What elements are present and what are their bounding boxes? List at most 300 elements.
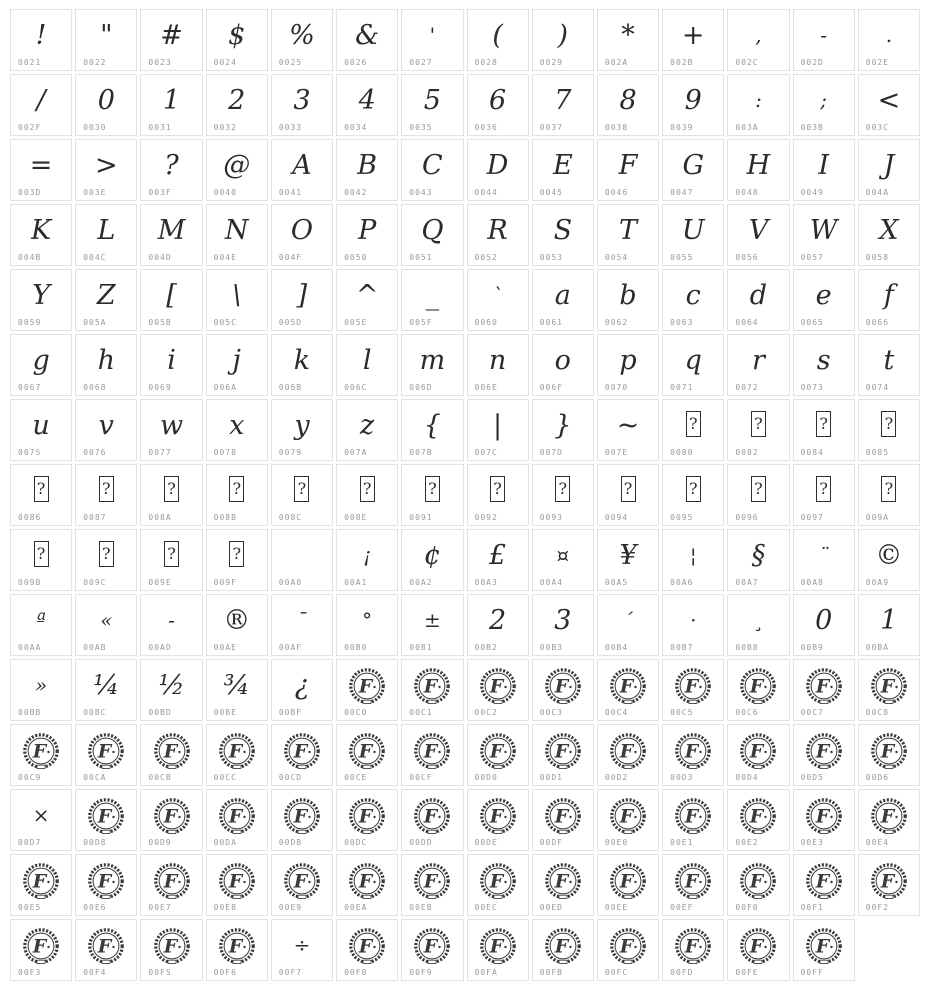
seal-logo-icon [805,862,843,900]
codepoint-label: 0071 [670,383,694,392]
svg-text:F: F [424,935,438,958]
glyph-cell [336,9,398,71]
notdef-box-icon: ? [99,541,114,567]
glyph-character: h [97,344,115,376]
seal-logo-icon [674,927,712,965]
svg-text:F: F [554,935,569,958]
codepoint-label: 00CC [213,773,237,782]
glyph-cell [10,74,72,136]
glyph-character: H [746,149,771,181]
glyph-character: ½ [158,669,185,701]
seal-logo-icon [413,927,451,965]
svg-text:F: F [32,870,47,893]
codepoint-label: 00D4 [735,773,759,782]
seal-logo-icon [479,862,517,900]
codepoint-label: 0034 [344,123,368,132]
glyph-character: [ [166,279,177,311]
codepoint-label: 009E [148,578,172,587]
glyph-character: z [360,409,375,441]
glyph-cell [467,139,529,201]
glyph-cell [336,399,398,461]
glyph-cell [597,399,659,461]
glyph-cell [75,139,137,201]
codepoint-label: 00AA [18,643,42,652]
glyph-cell [858,334,920,396]
glyph-cell [793,529,855,591]
glyph-cell [206,334,268,396]
codepoint-label: 004F [278,253,303,262]
glyph-cell [793,74,855,136]
glyph-cell [75,659,137,721]
glyph-cell [10,139,72,201]
glyph-cell [75,594,137,656]
codepoint-label: 0069 [148,383,172,392]
glyph-cell [75,854,137,916]
glyph-cell [75,464,137,526]
glyph-cell [858,9,920,71]
glyph-cell [401,334,463,396]
glyph-character: O [290,214,314,246]
codepoint-label: 00EB [409,903,433,912]
seal-logo-icon [283,732,321,770]
glyph-character: 5 [423,84,441,116]
seal-logo-icon [674,862,712,900]
codepoint-label: 00DD [409,838,433,847]
glyph-character: c [685,279,701,311]
glyph-cell [793,724,855,786]
glyph-cell [793,659,855,721]
glyph-cell [140,269,202,331]
glyph-character: F [618,149,638,181]
glyph-cell [75,334,137,396]
glyph-character: 1 [162,84,181,116]
glyph-character: § [751,539,766,571]
glyph-cell [662,269,724,331]
codepoint-label: 00A3 [474,578,498,587]
glyph-character: ( [492,19,503,51]
glyph-character: n [488,344,507,376]
svg-text:F: F [684,675,699,698]
glyph-cell [140,594,202,656]
glyph-character: ¡ [363,543,372,567]
codepoint-label: 006E [474,383,498,392]
codepoint-label: 00C0 [344,708,368,717]
notdef-box-icon: ? [555,476,570,502]
glyph-character: C [422,149,443,181]
codepoint-label: 004D [148,253,172,262]
glyph-cell [140,74,202,136]
glyph-cell [532,919,594,981]
glyph-cell [727,854,789,916]
glyph-cell [140,204,202,266]
codepoint-label: 00B4 [604,643,629,652]
notdef-box-icon: ? [164,541,179,567]
codepoint-label: 0035 [409,123,433,132]
codepoint-label: 007A [344,448,368,457]
svg-text:F: F [228,870,242,893]
glyph-cell [793,139,855,201]
codepoint-label: 002A [604,58,629,67]
glyph-cell [858,204,920,266]
glyph-cell [271,74,333,136]
glyph-cell [467,854,529,916]
svg-text:F: F [880,870,895,893]
svg-text:F: F [815,675,829,698]
notdef-box-icon: ? [490,476,505,502]
glyph-cell [271,659,333,721]
glyph-cell [597,464,659,526]
glyph-character: p [619,344,637,376]
glyph-character: b [619,279,637,311]
glyph-character: x [229,409,245,441]
glyph-cell [206,139,268,201]
codepoint-label: 00D8 [83,838,107,847]
svg-text:F: F [424,675,438,698]
notdef-box-icon: ? [751,411,766,437]
codepoint-label: 0048 [735,188,759,197]
codepoint-label: 0046 [604,188,629,197]
codepoint-label: 00BE [213,708,237,717]
glyph-character: v [98,409,114,441]
glyph-character: × [32,803,50,827]
glyph-cell [597,74,659,136]
blank-cell [858,919,920,981]
glyph-cell [467,74,529,136]
glyph-character: " [100,19,113,51]
glyph-cell [727,334,789,396]
seal-logo-icon [413,732,451,770]
glyph-cell [271,464,333,526]
seal-logo-icon [283,862,321,900]
glyph-cell [401,9,463,71]
codepoint-label: 00E4 [865,838,890,847]
codepoint-label: 0051 [409,253,433,262]
codepoint-label: 0075 [18,448,42,457]
codepoint-label: 00CD [278,773,303,782]
codepoint-label: 0024 [213,58,237,67]
glyph-cell [401,659,463,721]
glyph-cell [597,724,659,786]
notdef-box-icon: ? [881,476,896,502]
glyph-character: 3 [293,84,311,116]
codepoint-label: 0031 [148,123,172,132]
glyph-cell [206,594,268,656]
codepoint-label: 0072 [735,383,759,392]
glyph-cell [10,659,72,721]
codepoint-label: 0074 [865,383,890,392]
glyph-cell [140,139,202,201]
codepoint-label: 00F8 [344,968,368,977]
codepoint-label: 00DC [344,838,368,847]
svg-text:F: F [358,870,373,893]
codepoint-label: 00A2 [409,578,433,587]
codepoint-label: 00F0 [735,903,759,912]
glyph-cell [727,204,789,266]
glyph-cell [727,529,789,591]
seal-logo-icon [544,862,582,900]
glyph-cell [858,724,920,786]
svg-text:F: F [293,740,308,763]
glyph-cell [597,854,659,916]
codepoint-label: 00C1 [409,708,433,717]
glyph-character: ` [492,283,503,307]
codepoint-label: 0085 [865,448,890,457]
glyph-character: ¤ [556,543,570,567]
glyph-cell [336,464,398,526]
seal-logo-icon [87,927,125,965]
codepoint-label: 00B2 [474,643,498,652]
glyph-cell [662,724,724,786]
glyph-character: m [419,344,446,376]
codepoint-label: 002D [800,58,824,67]
svg-text:F: F [880,740,895,763]
glyph-cell [793,204,855,266]
codepoint-label: 00CF [409,773,433,782]
seal-logo-icon [674,732,712,770]
glyph-cell [206,204,268,266]
glyph-cell [662,399,724,461]
codepoint-label: 002B [670,58,694,67]
glyph-cell [206,854,268,916]
glyph-character: / [36,84,46,116]
codepoint-label: 006F [539,383,563,392]
glyph-cell [727,269,789,331]
svg-text:F: F [424,870,438,893]
glyph-cell [467,269,529,331]
glyph-cell [206,399,268,461]
glyph-cell [10,529,72,591]
glyph-cell [10,854,72,916]
codepoint-label: 009C [83,578,107,587]
codepoint-label: 00D1 [539,773,563,782]
glyph-character: ! [35,19,47,51]
svg-text:F: F [684,870,699,893]
glyph-cell [271,529,333,591]
codepoint-label: 00C9 [18,773,42,782]
glyph-character: R [487,214,508,246]
codepoint-label: 0061 [539,318,563,327]
glyph-cell [532,269,594,331]
glyph-cell [336,204,398,266]
codepoint-label: 00D2 [604,773,629,782]
glyph-cell [467,9,529,71]
glyph-cell [336,74,398,136]
seal-logo-icon [479,797,517,835]
codepoint-label: 0026 [344,58,368,67]
glyph-cell [336,529,398,591]
svg-text:F: F [619,675,634,698]
glyph-character: y [294,409,310,441]
seal-logo-icon [805,927,843,965]
glyph-cell [140,334,202,396]
glyph-character: A [292,149,312,181]
svg-text:F: F [98,805,112,828]
svg-text:F: F [293,870,308,893]
glyph-cell [10,9,72,71]
codepoint-label: 00E2 [735,838,759,847]
glyph-character: $ [228,19,246,51]
codepoint-label: 005F [409,318,433,327]
seal-logo-icon [413,797,451,835]
glyph-cell [727,139,789,201]
seal-logo-icon [87,732,125,770]
svg-text:F: F [750,870,764,893]
codepoint-label: 004E [213,253,237,262]
glyph-character: t [883,344,895,376]
seal-logo-icon [609,667,647,705]
glyph-character: k [293,344,311,376]
glyph-character: T [619,214,638,246]
glyph-character: ; [820,88,828,112]
glyph-cell [271,594,333,656]
codepoint-label: 005B [148,318,172,327]
seal-logo-icon [87,797,125,835]
codepoint-label: 00B8 [735,643,759,652]
glyph-cell [532,399,594,461]
codepoint-label: 0079 [278,448,303,457]
notdef-box-icon: ? [34,541,49,567]
codepoint-label: 0055 [670,253,694,262]
glyph-cell [467,659,529,721]
codepoint-label: 0052 [474,253,498,262]
glyph-character: ° [362,608,373,632]
codepoint-label: 0050 [344,253,368,262]
glyph-cell [10,204,72,266]
svg-text:F: F [554,675,569,698]
seal-logo-icon [544,797,582,835]
svg-text:F: F [32,935,47,958]
notdef-box-icon: ? [686,476,701,502]
glyph-cell [727,724,789,786]
glyph-character: ¦ [689,543,697,567]
codepoint-label: 0096 [735,513,759,522]
codepoint-label: 0060 [474,318,498,327]
svg-text:F: F [880,675,895,698]
seal-logo-icon [348,927,386,965]
codepoint-label: 0039 [670,123,694,132]
codepoint-label: 002C [735,58,759,67]
codepoint-label: 0062 [604,318,629,327]
glyph-character: » [34,673,48,697]
codepoint-label: 00BB [18,708,42,717]
glyph-character: M [157,214,186,246]
glyph-cell [532,854,594,916]
codepoint-label: 00F7 [278,968,303,977]
glyph-cell [467,334,529,396]
seal-logo-icon [283,797,321,835]
glyph-character: ± [424,608,441,632]
glyph-character: s [816,344,831,376]
codepoint-label: 00CB [148,773,172,782]
notdef-box-icon: ? [621,476,636,502]
glyph-character: | [493,409,503,441]
glyph-cell [10,789,72,851]
codepoint-label: 0049 [800,188,824,197]
codepoint-label: 0043 [409,188,433,197]
svg-text:F: F [489,740,503,763]
codepoint-label: 00BC [83,708,107,717]
glyph-cell [75,919,137,981]
codepoint-label: 00F5 [148,968,172,977]
glyph-cell [727,464,789,526]
codepoint-label: 00A0 [278,578,303,587]
codepoint-label: 0058 [865,253,890,262]
glyph-cell [140,659,202,721]
glyph-cell [597,594,659,656]
glyph-cell [597,789,659,851]
codepoint-label: 007E [604,448,629,457]
svg-text:F: F [619,870,634,893]
glyph-cell [532,9,594,71]
codepoint-label: 0080 [670,448,694,457]
codepoint-label: 0025 [278,58,303,67]
seal-logo-icon [674,797,712,835]
glyph-character: \ [232,279,242,311]
svg-text:F: F [358,935,373,958]
glyph-character: G [682,149,705,181]
glyph-cell [401,529,463,591]
glyph-cell [271,139,333,201]
glyph-cell [10,334,72,396]
glyph-character: ¨ [818,543,829,567]
codepoint-label: 003E [83,188,107,197]
svg-text:F: F [424,740,438,763]
glyph-character: I [818,149,829,181]
codepoint-label: 007D [539,448,563,457]
glyph-character: W [809,214,838,246]
glyph-cell [597,529,659,591]
glyph-character: J [883,149,895,181]
glyph-character: ) [557,19,569,51]
glyph-character: £ [489,539,507,571]
codepoint-label: 0037 [539,123,563,132]
glyph-cell [858,529,920,591]
glyph-character: 2 [489,604,507,636]
codepoint-label: 0033 [278,123,303,132]
glyph-character: B [357,149,378,181]
glyph-cell [532,789,594,851]
codepoint-label: 005E [344,318,368,327]
glyph-cell [858,74,920,136]
glyph-cell [662,919,724,981]
codepoint-label: 00B0 [344,643,368,652]
codepoint-label: 00E0 [604,838,629,847]
glyph-cell [401,854,463,916]
glyph-cell [597,334,659,396]
glyph-cell [140,724,202,786]
codepoint-label: 0095 [670,513,694,522]
codepoint-label: 0045 [539,188,563,197]
codepoint-label: 00A8 [800,578,824,587]
glyph-cell [532,74,594,136]
glyph-cell [271,334,333,396]
notdef-box-icon: ? [816,476,831,502]
glyph-cell [532,464,594,526]
seal-logo-icon [87,862,125,900]
codepoint-label: 00DA [213,838,237,847]
codepoint-label: 0029 [539,58,563,67]
seal-logo-icon [739,862,777,900]
codepoint-label: 00E9 [278,903,303,912]
notdef-box-icon: ? [360,476,375,502]
codepoint-label: 00E7 [148,903,172,912]
codepoint-label: 00F9 [409,968,433,977]
codepoint-label: 0078 [213,448,237,457]
notdef-box-icon: ? [686,411,701,437]
codepoint-label: 00B3 [539,643,563,652]
codepoint-label: 005D [278,318,303,327]
codepoint-label: 003F [148,188,172,197]
